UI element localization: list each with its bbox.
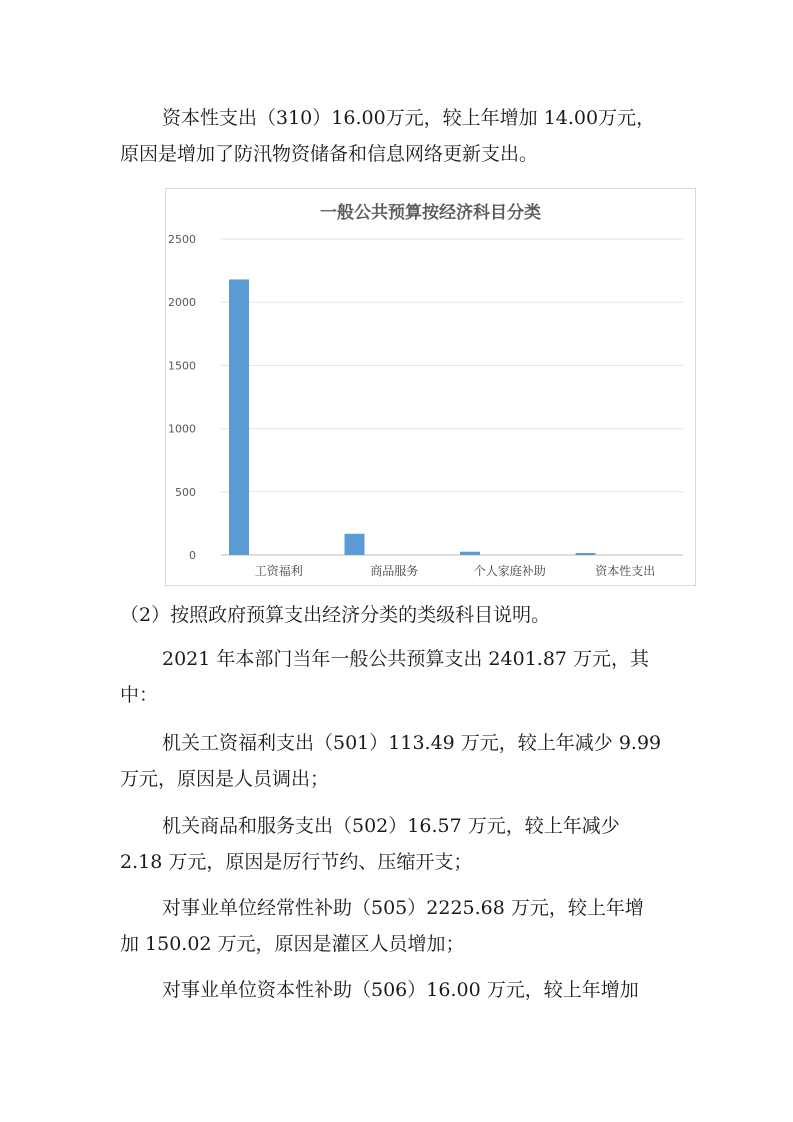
paragraph-item-501 — [120, 725, 680, 797]
text-line: 机关工资福利支出（501）113.49 万元，较上年减少 9.99 — [162, 732, 662, 754]
paragraph-item-505 — [120, 890, 680, 962]
text-line: 加 150.02 万元，原因是灌区人员增加； — [120, 933, 465, 955]
bar-chart — [165, 188, 696, 586]
paragraph-capital-expense — [120, 100, 680, 172]
text-line: 中： — [120, 684, 159, 706]
bar-2 — [460, 552, 480, 555]
y-tick-label: 1000 — [168, 422, 196, 436]
y-tick-label: 2000 — [168, 296, 196, 310]
chart-title: 一般公共预算按经济科目分类 — [320, 203, 541, 223]
text-line: 对事业单位资本性补助（506）16.00 万元，较上年增加 — [162, 979, 639, 1001]
text-line: 机关商品和服务支出（502）16.57 万元，较上年减少 — [162, 815, 620, 837]
x-tick-label: 个人家庭补助 — [473, 564, 546, 578]
x-tick-label: 资本性支出 — [595, 564, 656, 578]
section-heading — [120, 597, 680, 633]
y-tick-label: 0 — [189, 549, 196, 562]
text-line: 2021 年本部门当年一般公共预算支出 2401.87 万元，其 — [162, 648, 650, 670]
y-tick-label: 500 — [175, 485, 196, 499]
text-line: 原因是增加了防汛物资储备和信息网络更新支出。 — [120, 143, 539, 165]
bar-3 — [576, 553, 596, 555]
text-line: 资本性支出（310）16.00万元，较上年增加 14.00万元， — [162, 107, 656, 129]
paragraph-total-expense — [120, 641, 680, 713]
chart-plot — [166, 189, 697, 587]
paragraph-item-506 — [120, 972, 680, 1008]
y-tick-label: 2500 — [168, 233, 196, 246]
text-line: 万元，原因是人员调出； — [120, 768, 330, 790]
paragraph-item-502 — [120, 808, 680, 880]
text-line: （2）按照政府预算支出经济分类的类级科目说明。 — [120, 604, 551, 626]
x-tick-label: 工资福利 — [254, 564, 303, 578]
text-line: 对事业单位经常性补助（505）2225.68 万元，较上年增 — [162, 897, 644, 919]
bar-1 — [345, 534, 365, 555]
bar-0 — [229, 279, 249, 555]
y-tick-label: 1500 — [168, 359, 196, 373]
text-line: 2.18 万元，原因是厉行节约、压缩开支； — [120, 851, 473, 873]
x-tick-label: 商品服务 — [370, 564, 419, 578]
